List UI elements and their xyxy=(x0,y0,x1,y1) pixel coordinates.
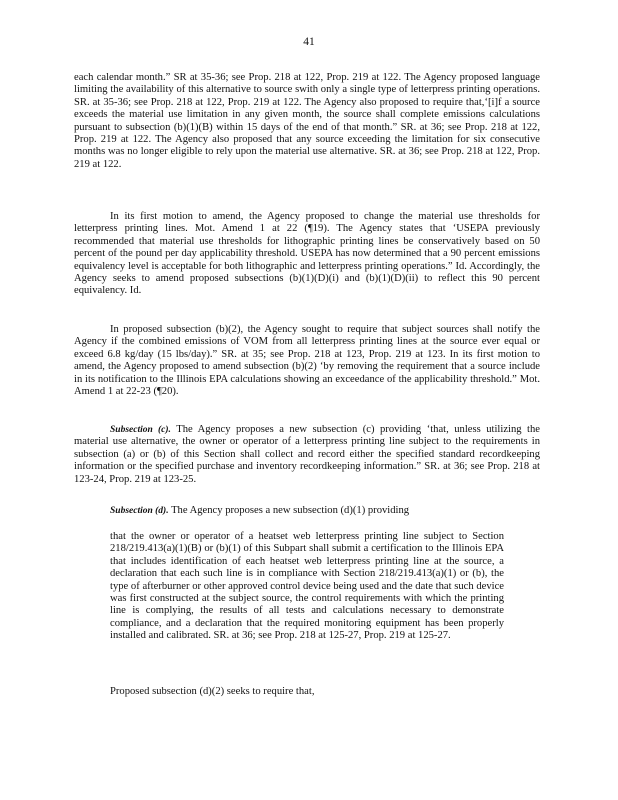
paragraph-subsection-d2: Proposed subsection (d)(2) seeks to require that, xyxy=(110,686,315,697)
paragraph-material-use-alternative: each calendar month.” SR at 35-36; see Prop. 218 at 122, Prop. 219 at 122. The Agency proposed language limiting the availability of this alternative to source swith only a single type of letterpress printing operations. SR. at 35-36; see Prop. 218 at 122, Prop. 219 at 122. The Agency also proposed to require that,‘[i]f a source exceeds the material use limitation in any given month, the source shall complete emissions calculations pursuant to subsection (b)(1)(B) within 15 days of the end of that month.” SR. at 36; see Prop. 218 at 122, Prop. 219 at 122. The Agency also proposed that any source exceeding the limitation for six consecutive months was no longer eligible to rely upon the material use alternative. SR. at 36; see Prop. 218 at 122, Prop. 219 at 122. xyxy=(74,72,540,170)
paragraph-subsection-c xyxy=(74,424,540,486)
page-number: 41 xyxy=(303,36,315,48)
subsection-c-heading: Subsection (c). xyxy=(110,425,171,435)
block-quote-subsection-d1: that the owner or operator of a heatset web letterpress printing line subject to Section 218/219.413(a)(1)(B) or (b)(1) of this Subpart shall submit a certification to the Illinois EPA that includes identification of each heatset web letterpress printing line at the source, a declaration that each such line is in compliance with Section 218/219.413(a)(1) or (b), the type of afterburner or other approved control device being used and the date that such device was first constructed at the subject source, the control requirements with which the printing line is complying, the results of all tests and calculations necessary to demonstrate compliance, and a declaration that the required monitoring equipment has been properly installed and calibrated. SR. at 36; see Prop. 218 at 125-27, Prop. 219 at 125-27. xyxy=(110,531,504,642)
subsection-c-text: The Agency proposes a new subsection (c) providing ‘that, unless utilizing the material use alternative, the owner or operator of a letterpress printing line subject to the requirements in subsection (a) or (b) of this Section shall collect and record either the specified standard recordkeeping information or the specified purchase and inventory recordkeeping information.” SR. at 36; see Prop. 218 at 123-24, Prop. 219 at 123-25. xyxy=(74,424,540,485)
paragraph-first-motion-to-amend: In its first motion to amend, the Agency proposed to change the material use thresholds for letterpress printing lines. Mot. Amend 1 at 22 (¶19). The Agency states that ‘USEPA previously recommended that material use thresholds for lithographic printing lines be conservatively based on 50 percent of the pound per day applicability threshold. USEPA has now determined that a 90 percent emissions equivalency level is acceptable for both lithographic and letterpress printing operations.” Id. Accordingly, the Agency seeks to amend proposed subsections (b)(1)(D)(i) and (b)(1)(D)(ii) to reflect this 90 percent equivalency. Id. xyxy=(74,211,540,297)
subsection-d-intro-text: The Agency proposes a new subsection (d)(1) providing xyxy=(171,505,410,516)
paragraph-subsection-d-intro xyxy=(110,505,540,517)
subsection-d-heading: Subsection (d). xyxy=(110,506,169,516)
paragraph-subsection-b2: In proposed subsection (b)(2), the Agency sought to require that subject sources shall notify the Agency if the combined emissions of VOM from all letterpress printing lines at the source ever equal or exceed 6.8 kg/day (15 lbs/day).” SR. at 35; see Prop. 218 at 123, Prop. 219 at 123. In its first motion to amend, the Agency proposed to amend subsection (b)(2) ‘by removing the requirement that a source include in its notification to the Illinois EPA calculations showing an exceedance of the applicability threshold.” Mot. Amend 1 at 22-23 (¶20). xyxy=(74,324,540,398)
